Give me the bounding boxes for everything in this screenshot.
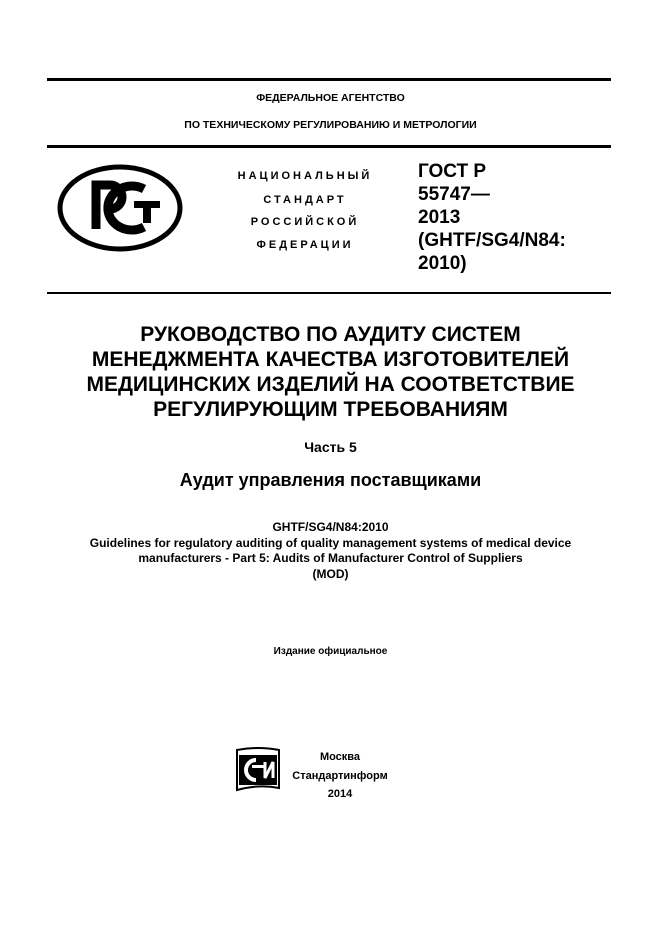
standard-type-line: ФЕДЕРАЦИИ [256, 239, 354, 251]
standard-type-line: СТАНДАРТ [263, 194, 347, 206]
publisher-city: Москва [319, 751, 361, 763]
english-line: GHTF/SG4/N84:2010 [272, 520, 389, 534]
title-line: МЕНЕДЖМЕНТА КАЧЕСТВА ИЗГОТОВИТЕЛЕЙ [91, 348, 570, 371]
designation-line: ГОСТ Р [418, 161, 487, 182]
english-line: Guidelines for regulatory auditing of quality management systems of medical device [89, 535, 572, 550]
publisher-name: Стандартинформ [292, 769, 388, 782]
title-line: МЕДИЦИНСКИХ ИЗДЕЛИЙ НА СООТВЕТСТВИЕ [86, 373, 575, 396]
edition-label: Издание официальное [273, 646, 388, 657]
agency-line-2: ПО ТЕХНИЧЕСКОМУ РЕГУЛИРОВАНИЮ И МЕТРОЛОГИИ [184, 119, 477, 131]
header-rule [47, 145, 611, 148]
title-line: РУКОВОДСТВО ПО АУДИТУ СИСТЕМ [140, 323, 521, 346]
subtitle: Аудит управления поставщиками [179, 470, 482, 490]
standard-type-line: РОССИЙСКОЙ [250, 216, 360, 228]
publication-year: 2014 [327, 788, 353, 800]
agency-line-1: ФЕДЕРАЛЬНОЕ АГЕНТСТВО [256, 92, 405, 104]
standartinform-logo-icon [234, 746, 282, 796]
english-line: (MOD) [312, 566, 349, 581]
designation-line: 2010) [418, 253, 467, 274]
designation-line: (GHTF/SG4/N84: [418, 230, 566, 251]
publisher-info [290, 748, 390, 804]
english-title [0, 520, 661, 582]
designation-line: 2013 [418, 207, 461, 228]
part-label: Часть 5 [304, 439, 357, 455]
document-title [0, 322, 661, 422]
rst-logo-icon [56, 163, 184, 253]
standard-type-line: НАЦИОНАЛЬНЫЙ [237, 170, 373, 182]
top-rule [47, 78, 611, 81]
title-line: РЕГУЛИРУЮЩИМ ТРЕБОВАНИЯМ [153, 398, 508, 421]
designation-rule [47, 292, 611, 294]
english-line: manufacturers - Part 5: Audits of Manufacturer Control of Suppliers [138, 551, 523, 565]
standard-designation [418, 160, 566, 275]
designation-line: 55747— [418, 184, 490, 205]
